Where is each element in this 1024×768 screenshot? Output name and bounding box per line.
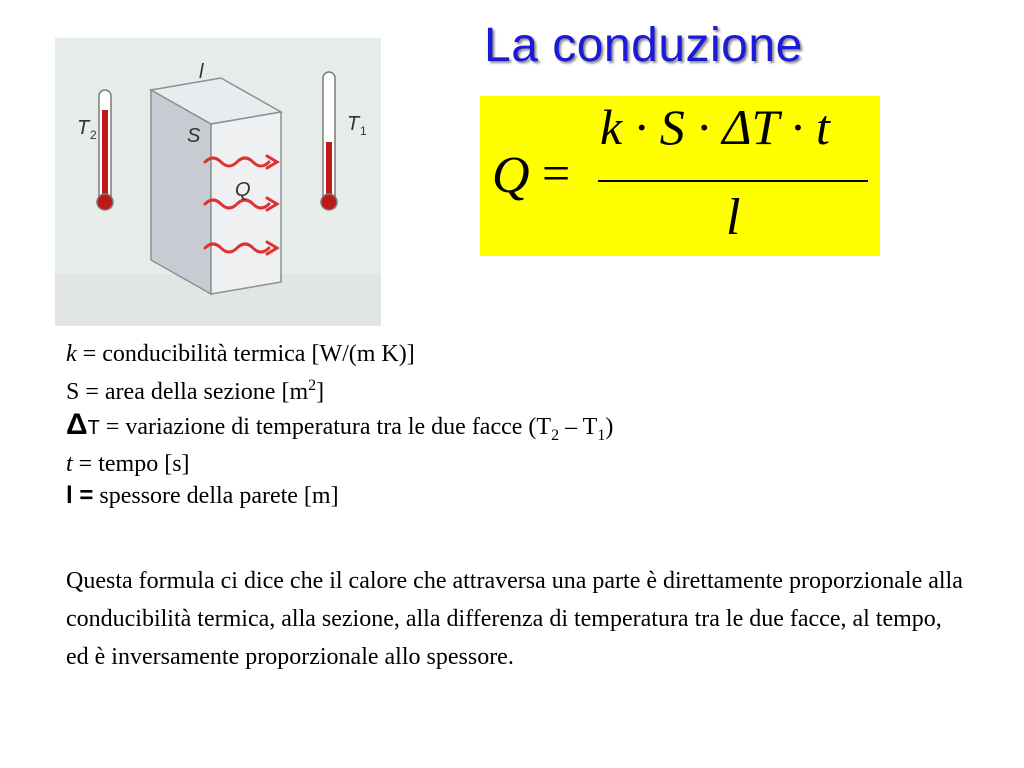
definition-text: conducibilità termica [W/(m K)] <box>102 341 415 367</box>
symbol-delta: Δ <box>66 408 88 441</box>
subscript: 1 <box>597 426 606 444</box>
formula-box <box>480 96 880 256</box>
thermometer-t2-icon <box>97 90 113 210</box>
equals: = <box>76 341 103 367</box>
definition-text: spessore della parete [m] <box>93 483 339 509</box>
definition-text: tempo [s] <box>98 451 190 477</box>
superscript: 2 <box>308 377 317 394</box>
equals: = <box>79 379 105 405</box>
fraction-bar <box>598 180 868 182</box>
definition-l <box>66 480 966 512</box>
label-t1: T <box>347 113 360 135</box>
definition-s <box>66 370 966 405</box>
label-q: Q <box>235 179 251 201</box>
formula-numerator: k · S · ΔT · t <box>600 99 830 155</box>
label-s: S <box>187 125 201 147</box>
definition-text: area della sezione [m <box>104 379 309 405</box>
label-t1-sub: 1 <box>360 124 367 138</box>
formula-denominator: l <box>726 189 741 246</box>
subscript: 2 <box>551 426 560 444</box>
label-l: l <box>199 61 204 83</box>
conduction-formula <box>480 96 880 256</box>
symbol-s: S <box>66 379 80 405</box>
definitions-list <box>66 338 966 512</box>
bracket: ] <box>316 379 325 405</box>
explanation-paragraph: Questa formula ci dice che il calore che attraversa una parte è direttamente proporzionale alla conducibilità termica, alla sezione, alla differenza di temperatura tra le due facce, al tempo, ed è inversamente proporzionale allo spessore. <box>66 568 963 670</box>
formula-lhs: Q <box>492 147 530 204</box>
thermometer-t1-icon <box>321 72 337 210</box>
wall-block-icon <box>151 78 281 294</box>
conduction-illustration <box>55 38 381 326</box>
equals: = <box>99 414 126 440</box>
symbol-t-capital: T <box>87 417 100 439</box>
slide-title: La conduzione <box>484 19 803 72</box>
definition-mid: – T <box>559 414 598 440</box>
label-t2: T <box>77 117 90 139</box>
label-t2-sub: 2 <box>90 128 97 142</box>
definition-text: variazione di temperatura tra le due facce (T <box>125 414 552 440</box>
symbol-k: k <box>66 341 77 367</box>
symbol-l: l = <box>66 482 94 509</box>
bracket: ) <box>605 414 614 440</box>
definition-delta-t <box>66 402 966 448</box>
definition-t <box>66 448 966 480</box>
symbol-t: t <box>66 451 73 477</box>
formula-equals: = <box>542 145 571 201</box>
definition-k <box>66 338 966 370</box>
equals: = <box>72 451 99 477</box>
